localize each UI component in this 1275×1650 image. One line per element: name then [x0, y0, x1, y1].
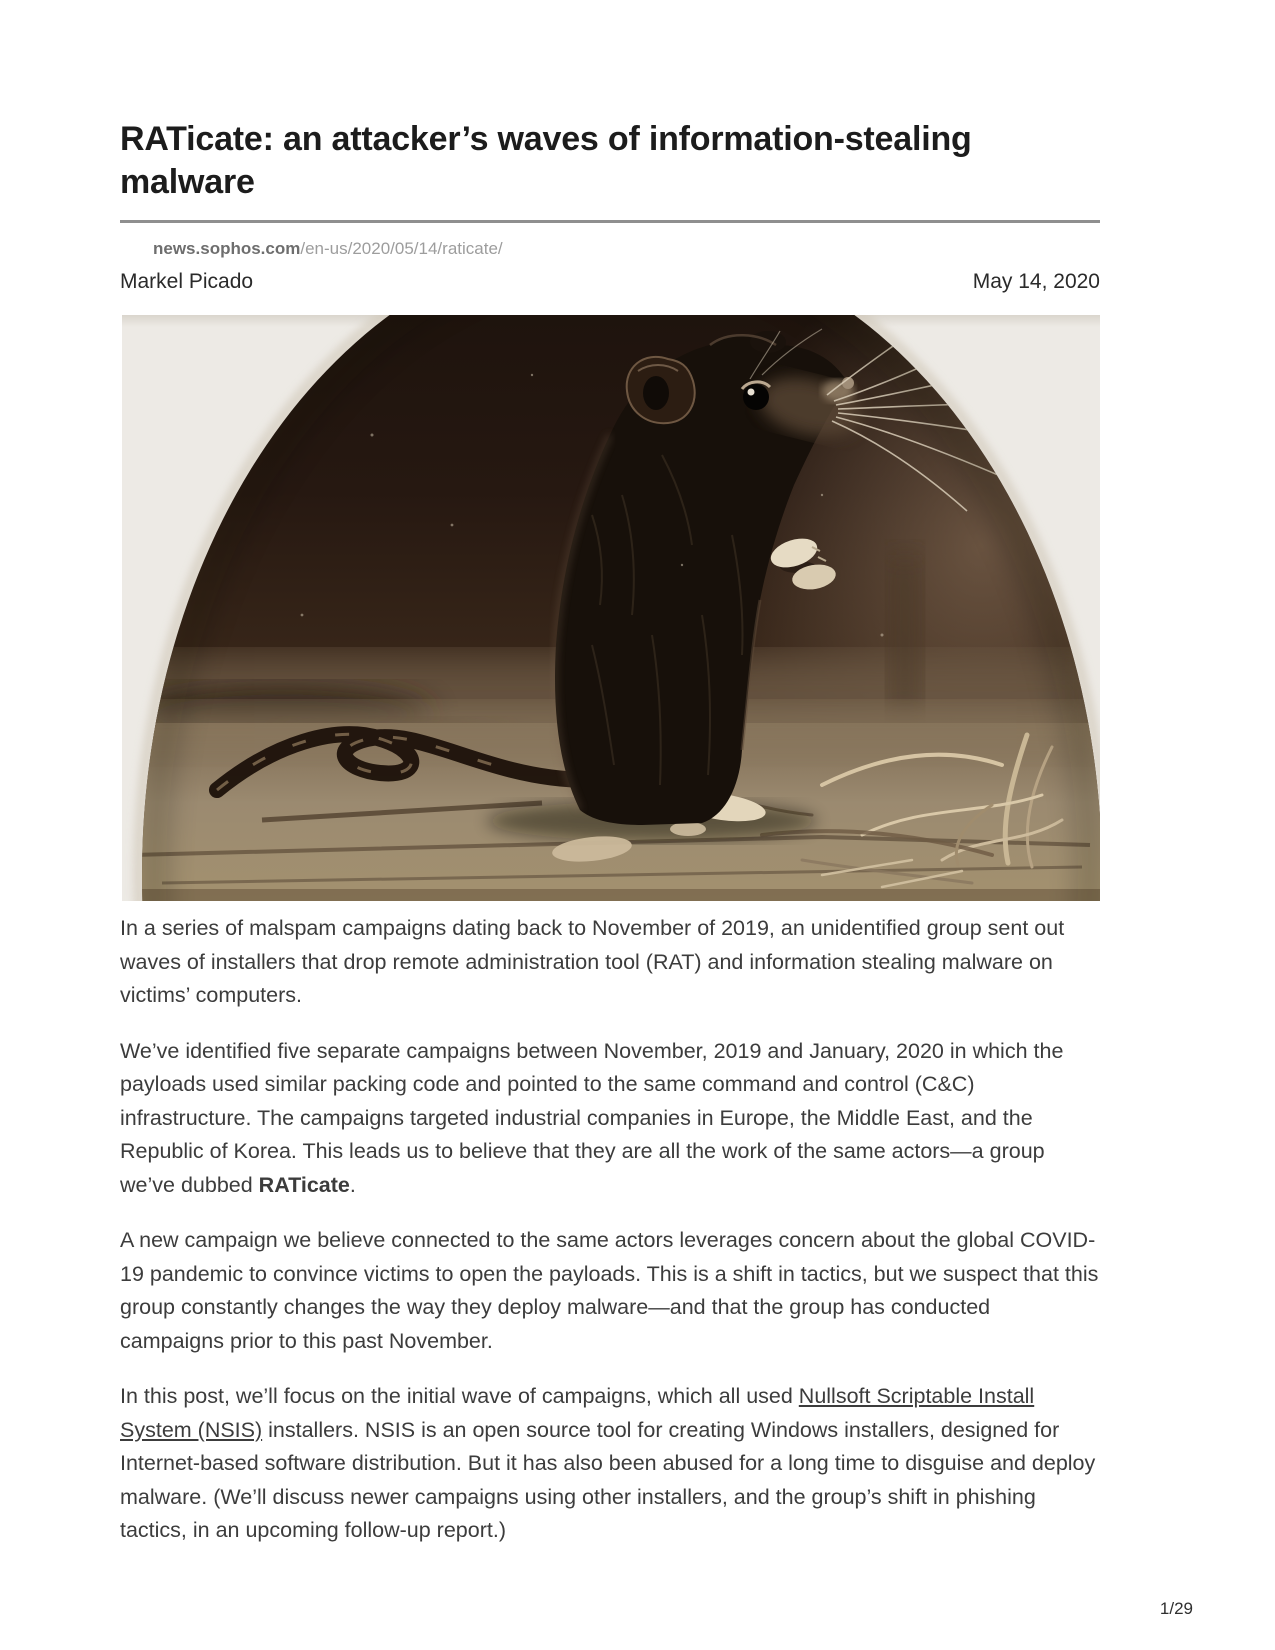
- text-segment: A new campaign we believe connected to the same actors leverages concern about the global COVID-19 pandemic to convince victims to open the payloads. This is a shift in tactics, but we suspect that this group constantly changes the way they deploy malware—and that the group has conducted campaigns prior to this past November.: [120, 1228, 1099, 1353]
- bold-text: RATicate: [258, 1172, 350, 1197]
- author-name: Markel Picado: [120, 270, 254, 293]
- article-paragraph: [120, 912, 1100, 1013]
- publish-date: May 14, 2020: [972, 270, 1100, 293]
- text-segment: installers. NSIS is an open source tool for creating Windows installers, designed for Internet-based software distribution. But it has also been abused for a long time to disguise and deploy malware. (We’ll discuss newer campaigns using other installers, and the group’s shift in phishing tactics, in an upcoming follow-up report.): [120, 1417, 1096, 1542]
- rat-ear: [627, 357, 695, 423]
- source-path: /en-us/2020/05/14/raticate/: [300, 239, 503, 258]
- text-segment: .: [349, 1172, 356, 1197]
- page-number: 1/29: [1159, 1599, 1193, 1618]
- article-paragraph: [120, 1224, 1100, 1358]
- byline-row: [120, 270, 1100, 294]
- source-domain: news.sophos.com: [153, 239, 301, 258]
- hero-image: [122, 315, 1100, 901]
- text-segment: In a series of malspam campaigns dating back to November of 2019, an unidentified group sent out waves of installers that drop remote administration tool (RAT) and information stealing malware on victims’ computers.: [120, 916, 1065, 1007]
- text-segment: We’ve identified five separate campaigns between November, 2019 and January, 2020 in which the payloads used similar packing code and pointed to the same command and control (C&C) infrastructure. The campaigns targeted industrial companies in Europe, the Middle East, and the Republic of Korea. This leads us to believe that they are all the work of the same actors—a group we’ve dubbed: [120, 1038, 1064, 1197]
- article-body: [120, 912, 1100, 1548]
- article-paragraph: [120, 1035, 1100, 1203]
- article-paragraph: [120, 1380, 1100, 1548]
- nsis-link[interactable]: Nullsoft Scriptable Install System (NSIS): [120, 1384, 1035, 1442]
- title-divider: [120, 220, 1100, 223]
- text-segment: In this post, we’ll focus on the initial wave of campaigns, which all used: [120, 1384, 799, 1408]
- page-title: RATicate: an attacker’s waves of information-stealing malware: [120, 120, 972, 201]
- rat-photo-illustration: [122, 315, 1100, 901]
- source-url: [120, 239, 1100, 259]
